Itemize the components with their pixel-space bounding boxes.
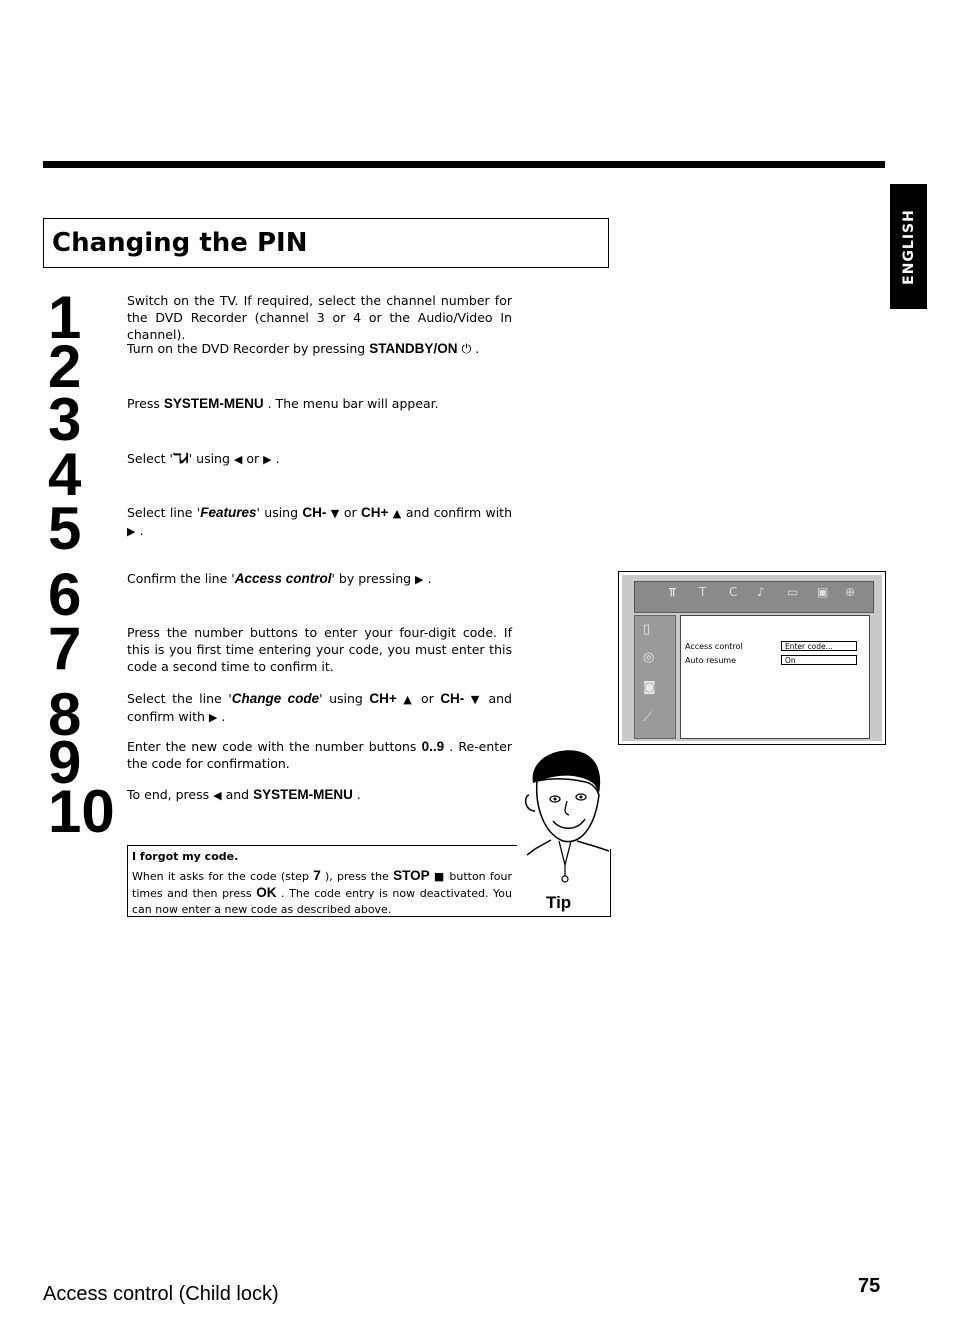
tip-label: Tip [546,893,572,912]
step-7-text: Press the number buttons to enter your four-digit code. If this is you first time entering your code, you must enter this code a second time to confirm it. [127,625,512,674]
step-8-text: Select the line 'Change code' using CH+ ▲ or CH- ▼ and confirm with ▶ . [127,691,512,724]
header-rule [43,161,885,168]
step-6-text: Confirm the line 'Access control' by pressing ▶ . [127,571,432,586]
up-arrow-icon: ▲ [403,693,415,706]
channel-tab-icon: C [729,585,738,599]
tools-icon: ⟋ [643,710,653,725]
tip-body: When it asks for the code (step 7 ), press the STOP ■ button four times and then press OK . The code entry is now deactivated. You can now enter a new code as described above. [132,868,513,916]
osd-background [622,575,882,741]
step-number: 4 [48,441,82,508]
osd-menu-bar [634,581,874,613]
zoom-tab-icon: ⊕ [845,585,856,599]
up-arrow-icon: ▲ [392,507,402,520]
osd-row-value: On [781,655,857,665]
step-number: 1 [48,284,82,351]
tip-title: I forgot my code. [132,850,239,863]
step-number: 2 [48,333,82,400]
step-4-text: Select 'ℸᏗ' using ◀ or ▶ . [127,451,280,466]
step-number: 6 [48,561,82,628]
camera-tab-icon: ▣ [817,585,829,599]
step-5-text: Select line 'Features' using CH- ▼ or CH+ ▲ and confirm with ▶ . [127,505,513,538]
step-number: 7 [48,615,82,682]
title-box [43,218,609,268]
mascot-illustration [515,745,615,890]
osd-row-value: Enter code... [781,641,857,651]
step-10-text: To end, press ◀ and SYSTEM-MENU . [127,787,361,802]
down-arrow-icon: ▼ [470,693,482,706]
footer-section-title: Access control (Child lock) [43,1283,279,1305]
osd-side-bar [634,615,676,739]
language-tab [890,184,927,309]
step-number: 8 [48,681,82,748]
right-arrow-icon: ▶ [127,525,136,538]
disc-icon: ◎ [643,650,655,665]
step-number: 10 [48,778,115,845]
down-arrow-icon: ▼ [330,507,340,520]
step-1-text: Switch on the TV. If required, select the channel number for the DVD Recorder (channel 3 or 4 or the Audio/Video In channel). [127,293,512,342]
step-number: 5 [48,495,82,562]
right-arrow-icon: ▶ [263,453,272,466]
page-number: 75 [858,1275,881,1297]
osd-row-label: Access control [685,642,743,651]
features-tab-icon: ⫪ [669,585,676,599]
left-arrow-icon: ◀ [213,789,222,802]
step-number: 9 [48,729,82,796]
osd-settings-panel [680,615,870,739]
picture-tab-icon: ▭ [787,585,799,599]
step-9-text: Enter the new code with the number buttons 0..9 . Re-enter the code for confirmation. [127,739,512,771]
page-title: Changing the PIN [52,228,308,258]
step-number: 3 [48,386,82,453]
lock-icon: ▯ [643,622,651,637]
osd-screen-illustration [618,571,886,745]
language-label: ENGLISH [900,208,917,285]
left-arrow-icon: ◀ [233,453,243,466]
osd-row-label: Auto resume [685,656,737,665]
features-menu-icon: ℸᏗ [172,451,189,466]
step-3-text: Press SYSTEM-MENU . The menu bar will appear. [127,396,439,411]
timer-tab-icon: T [699,585,707,599]
right-arrow-icon: ▶ [415,573,424,586]
right-arrow-icon: ▶ [208,711,218,724]
sound-tab-icon: ♪ [757,585,765,599]
stop-icon: ■ [433,870,446,883]
record-icon: ◙ [643,680,656,695]
step-2-text: Turn on the DVD Recorder by pressing STANDBY/ON ⏻ . [127,341,480,356]
power-icon: ⏻ [461,341,472,356]
